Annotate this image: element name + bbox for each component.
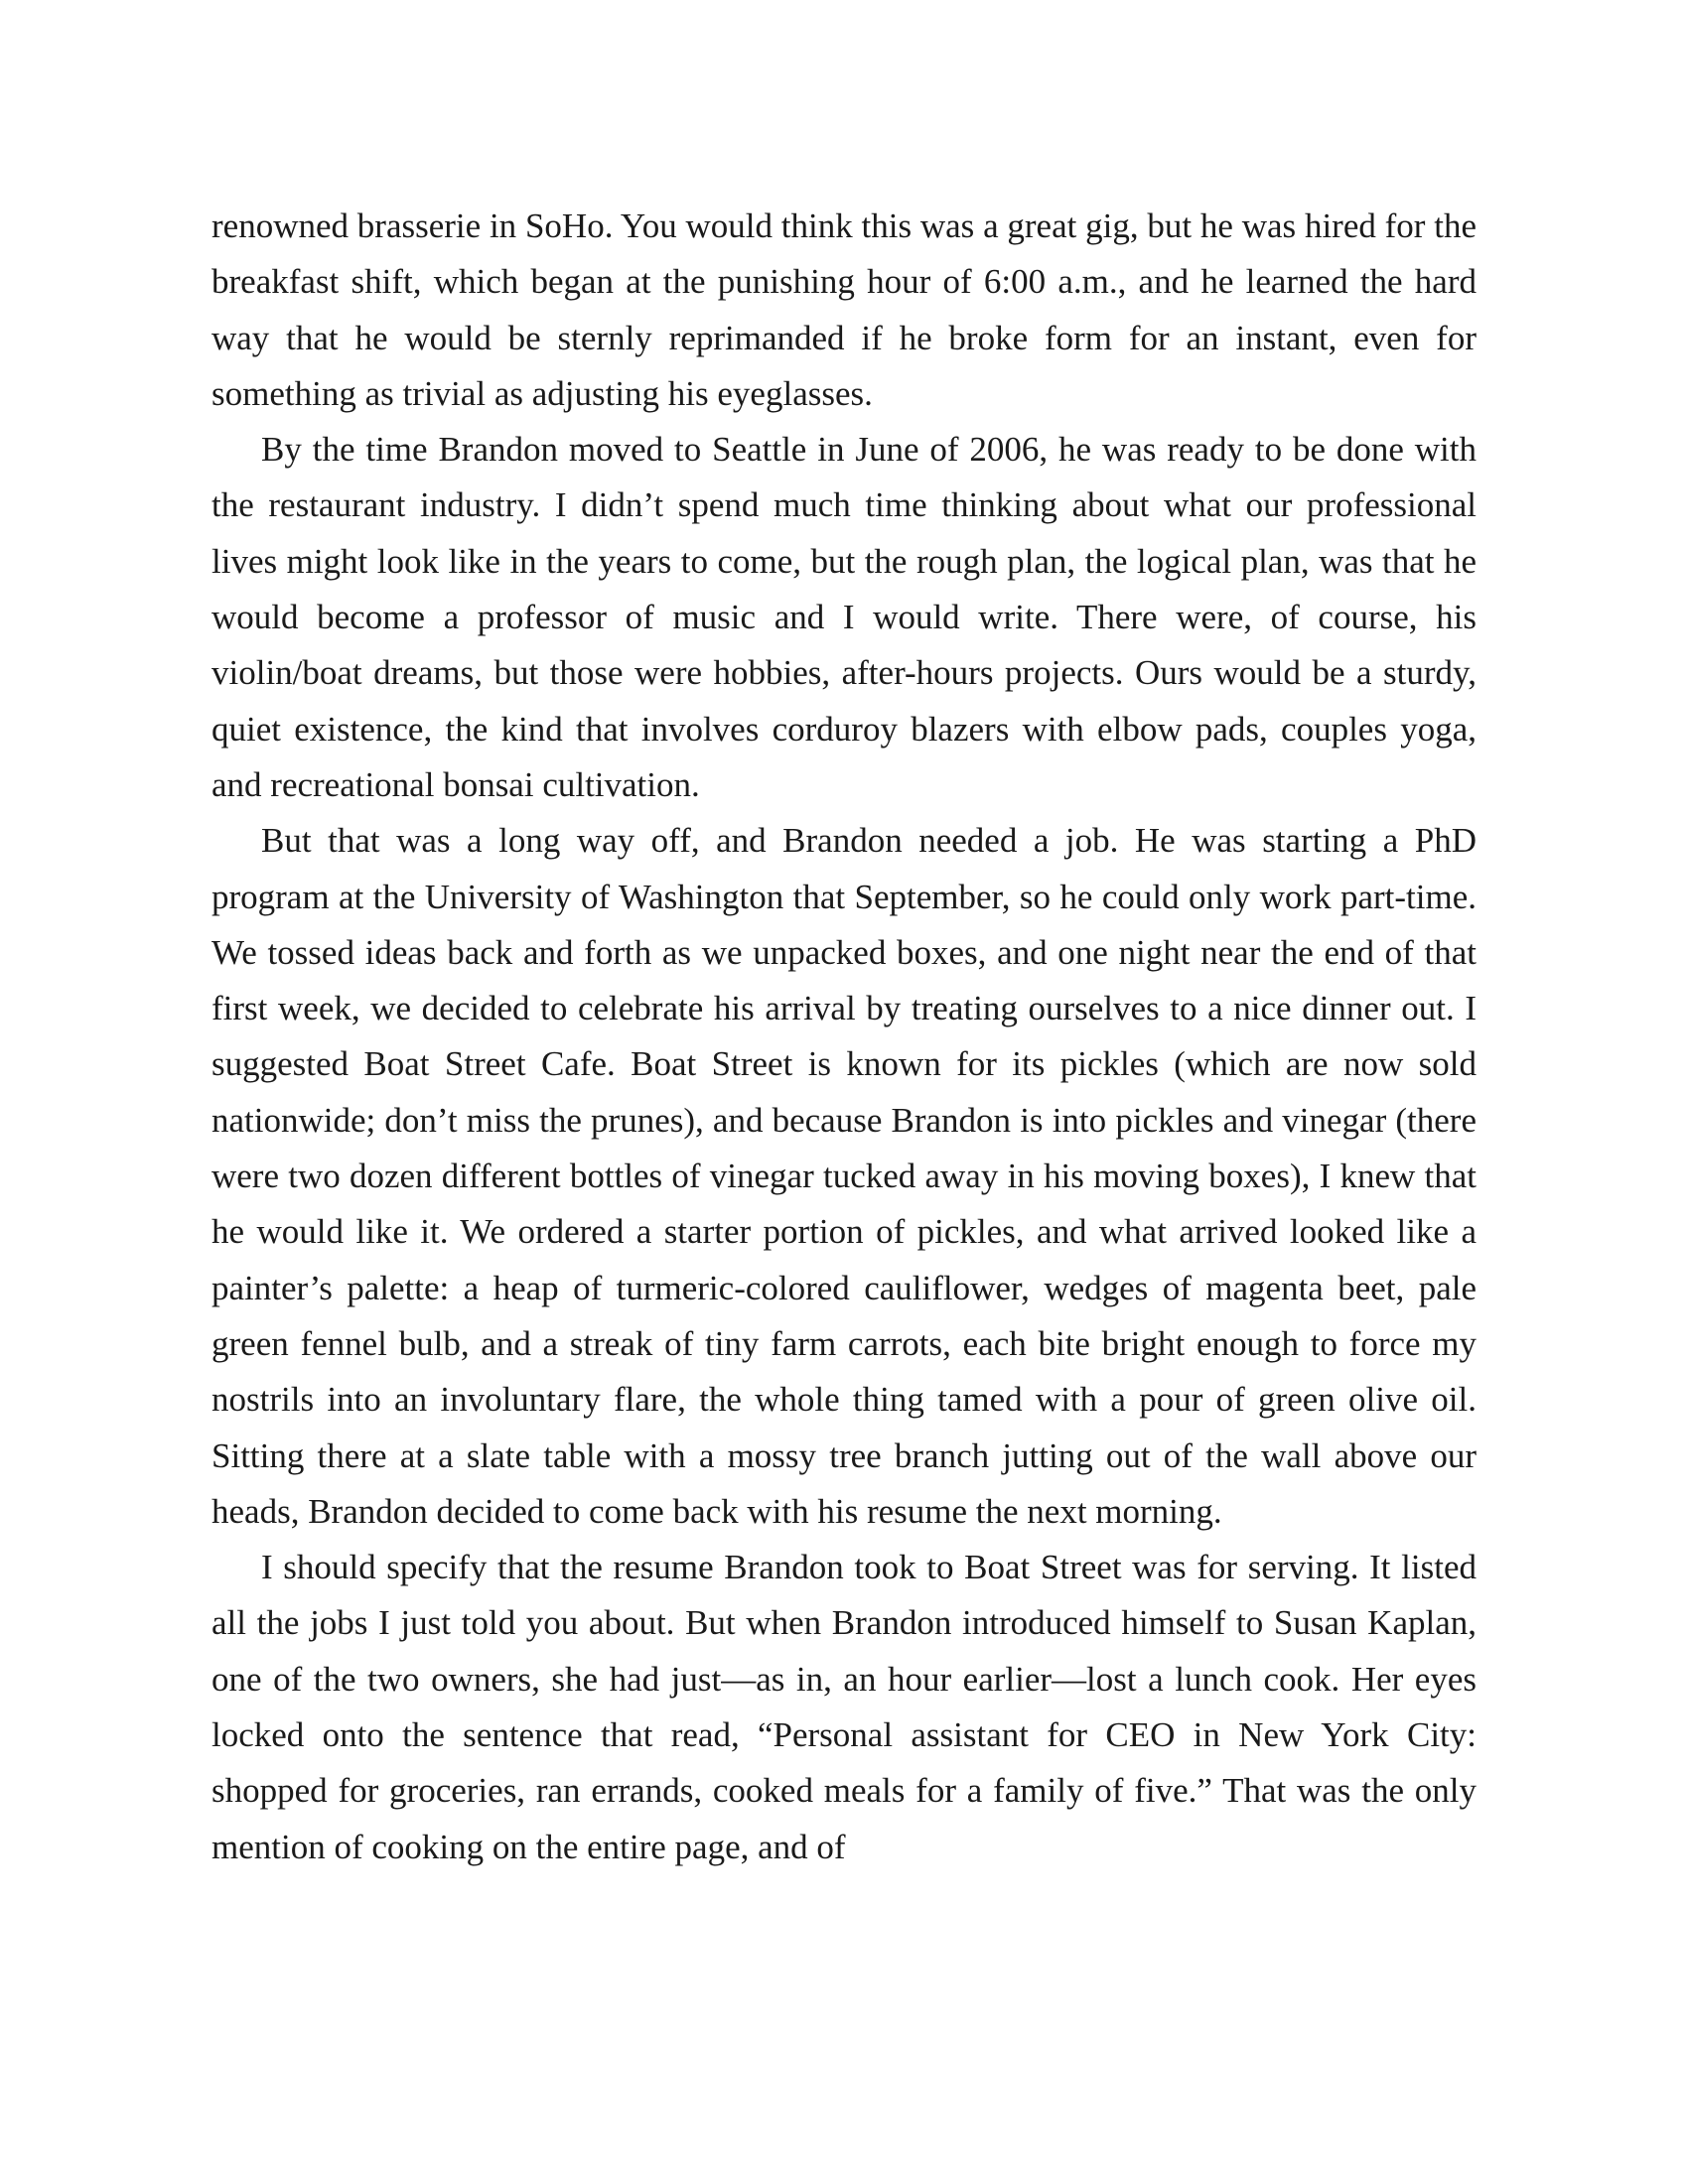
body-text [211, 199, 1477, 1875]
paragraph: I should specify that the resume Brandon took to Boat Street was for serving. It listed all the jobs I just told you about. But when Brandon introduced himself to Susan Kaplan, one of the two owners, she had just—as in, an hour earlier—lost a lunch cook. Her eyes locked onto the sentence that read, “Personal assistant for CEO in New York City: shopped for groceries, ran errands, cooked meals for a family of five.” That was the only mention of cooking on the entire page, and of [211, 1548, 1477, 1866]
paragraph: But that was a long way off, and Brandon needed a job. He was starting a PhD program at the University of Washington that September, so he could only work part-time. We tossed ideas back and forth as we unpacked boxes, and one night near the end of that first week, we decided to celebrate his arrival by treating ourselves to a nice dinner out. I suggested Boat Street Cafe. Boat Street is known for its pickles (which are now sold nationwide; don’t miss the prunes), and because Brandon is into pickles and vinegar (there were two dozen different bottles of vinegar tucked away in his moving boxes), I knew that he would like it. We ordered a starter portion of pickles, and what arrived looked like a painter’s palette: a heap of turmeric-colored cauliflower, wedges of magenta beet, pale green fennel bulb, and a streak of tiny farm carrots, each bite bright enough to force my nostrils into an involuntary flare, the whole thing tamed with a pour of green olive oil. Sitting there at a slate table with a mossy tree branch jutting out of the wall above our heads, Brandon decided to come back with his resume the next morning. [211, 821, 1477, 1531]
paragraph-continued: renowned brasserie in SoHo. You would think this was a great gig, but he was hired for the breakfast shift, which began at the punishing hour of 6:00 a.m., and he learned the hard way that he would be sternly reprimanded if he broke form for an instant, even for something as trivial as adjusting his eyeglasses. [211, 206, 1477, 413]
paragraph: By the time Brandon moved to Seattle in June of 2006, he was ready to be done with the restaurant industry. I didn’t spend much time thinking about what our professional lives might look like in the years to come, but the rough plan, the logical plan, was that he would become a professor of music and I would write. There were, of course, his violin/boat dreams, but those were hobbies, after-hours projects. Ours would be a sturdy, quiet existence, the kind that involves corduroy blazers with elbow pads, couples yoga, and recreational bonsai cultivation. [211, 430, 1477, 804]
